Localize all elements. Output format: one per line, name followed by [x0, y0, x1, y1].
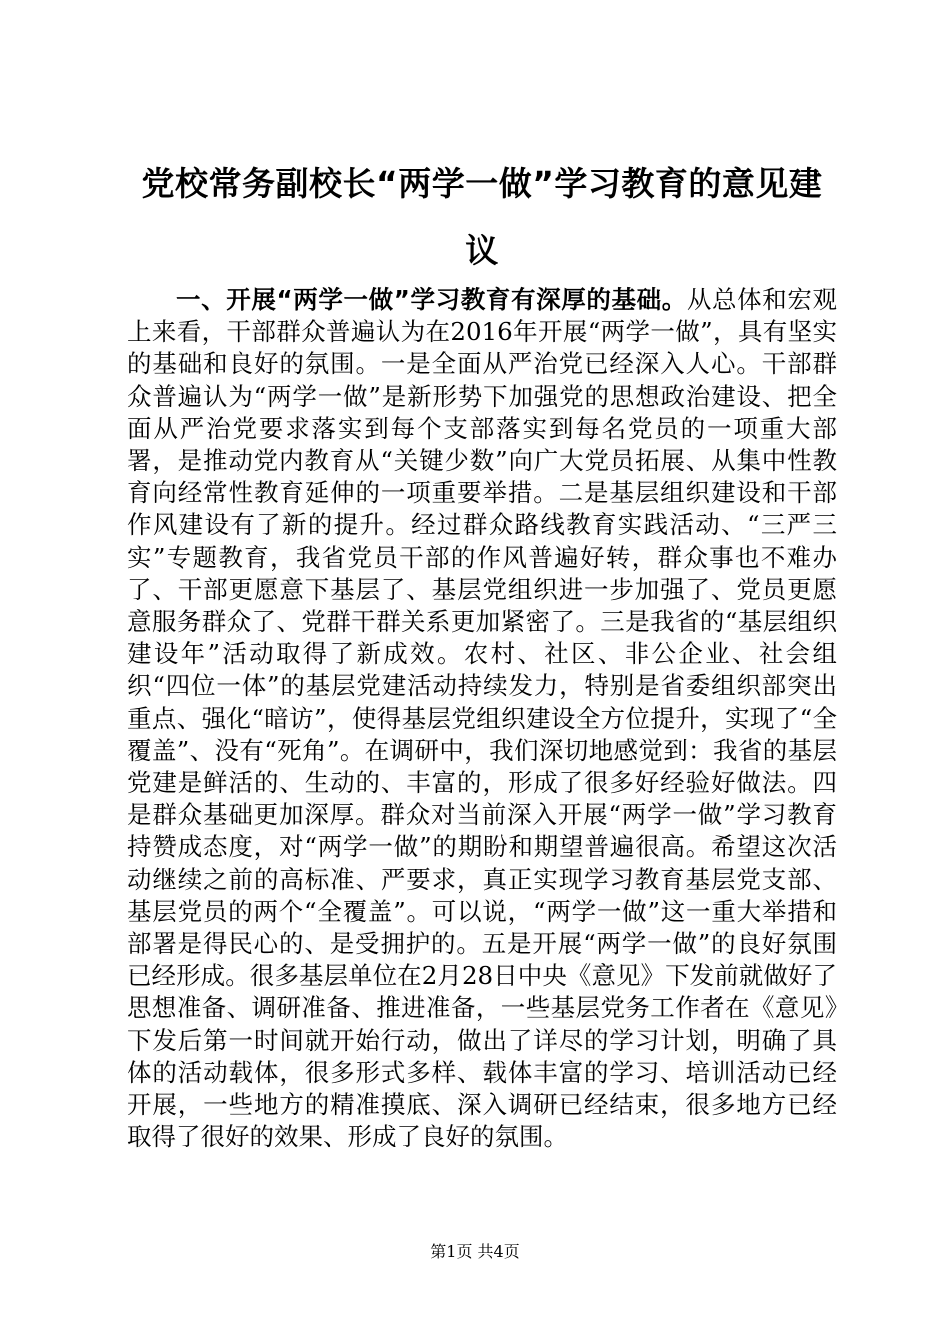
paragraph-lead: 一、开展“两学一做”学习教育有深厚的基础。: [176, 285, 687, 314]
document-page: [127, 150, 837, 1153]
body-paragraph: [127, 284, 837, 1153]
page-footer: 第1页 共4页: [430, 1242, 520, 1261]
paragraph-body: 从总体和宏观上来看，干部群众普遍认为在2016年开展“两学一做”，具有坚实的基础和良好的氛围。一是全面从严治党已经深入人心。干部群众普遍认为“两学一做”是新形势下加强党的思想政治建设、把全面从严治党要求落实到每个支部落实到每名党员的一项重大部署，是推动党内教育从“关键少数”向广大党员拓展、从集中性教育向经常性教育延伸的一项重要举措。二是基层组织建设和干部作风建设有了新的提升。经过群众路线教育实践活动、“三严三实”专题教育，我省党员干部的作风普遍好转，群众事也不难办了、干部更愿意下基层了、基层党组织进一步加强了、党员更愿意服务群众了、党群干群关系更加紧密了。三是我省的“基层组织建设年”活动取得了新成效。农村、社区、非公企业、社会组织“四位一体”的基层党建活动持续发力，特别是省委组织部突出重点、强化“暗访”，使得基层党组织建设全方位提升，实现了“全覆盖”、没有“死角”。在调研中，我们深切地感觉到：我省的基层党建是鲜活的、生动的、丰富的，形成了很多好经验好做法。四是群众基础更加深厚。群众对当前深入开展“两学一做”学习教育持赞成态度，对“两学一做”的期盼和期望普遍很高。希望这次活动继续之前的高标准、严要求，真正实现学习教育基层党支部、基层党员的两个“全覆盖”。可以说，“两学一做”这一重大举措和部署是得民心的、是受拥护的。五是开展“两学一做”的良好氛围已经形成。很多基层单位在2月28日中央《意见》下发前就做好了思想准备、调研准备、推进准备，一些基层党务工作者在《意见》下发后第一时间就开始行动，做出了详尽的学习计划，明确了具体的活动载体，很多形式多样、载体丰富的学习、培训活动已经开展，一些地方的精准摸底、深入调研已经结束，很多地方已经取得了很好的效果、形成了良好的氛围。: [127, 285, 838, 1152]
document-title: 党校常务副校长“两学一做”学习教育的意见建议: [141, 164, 823, 270]
